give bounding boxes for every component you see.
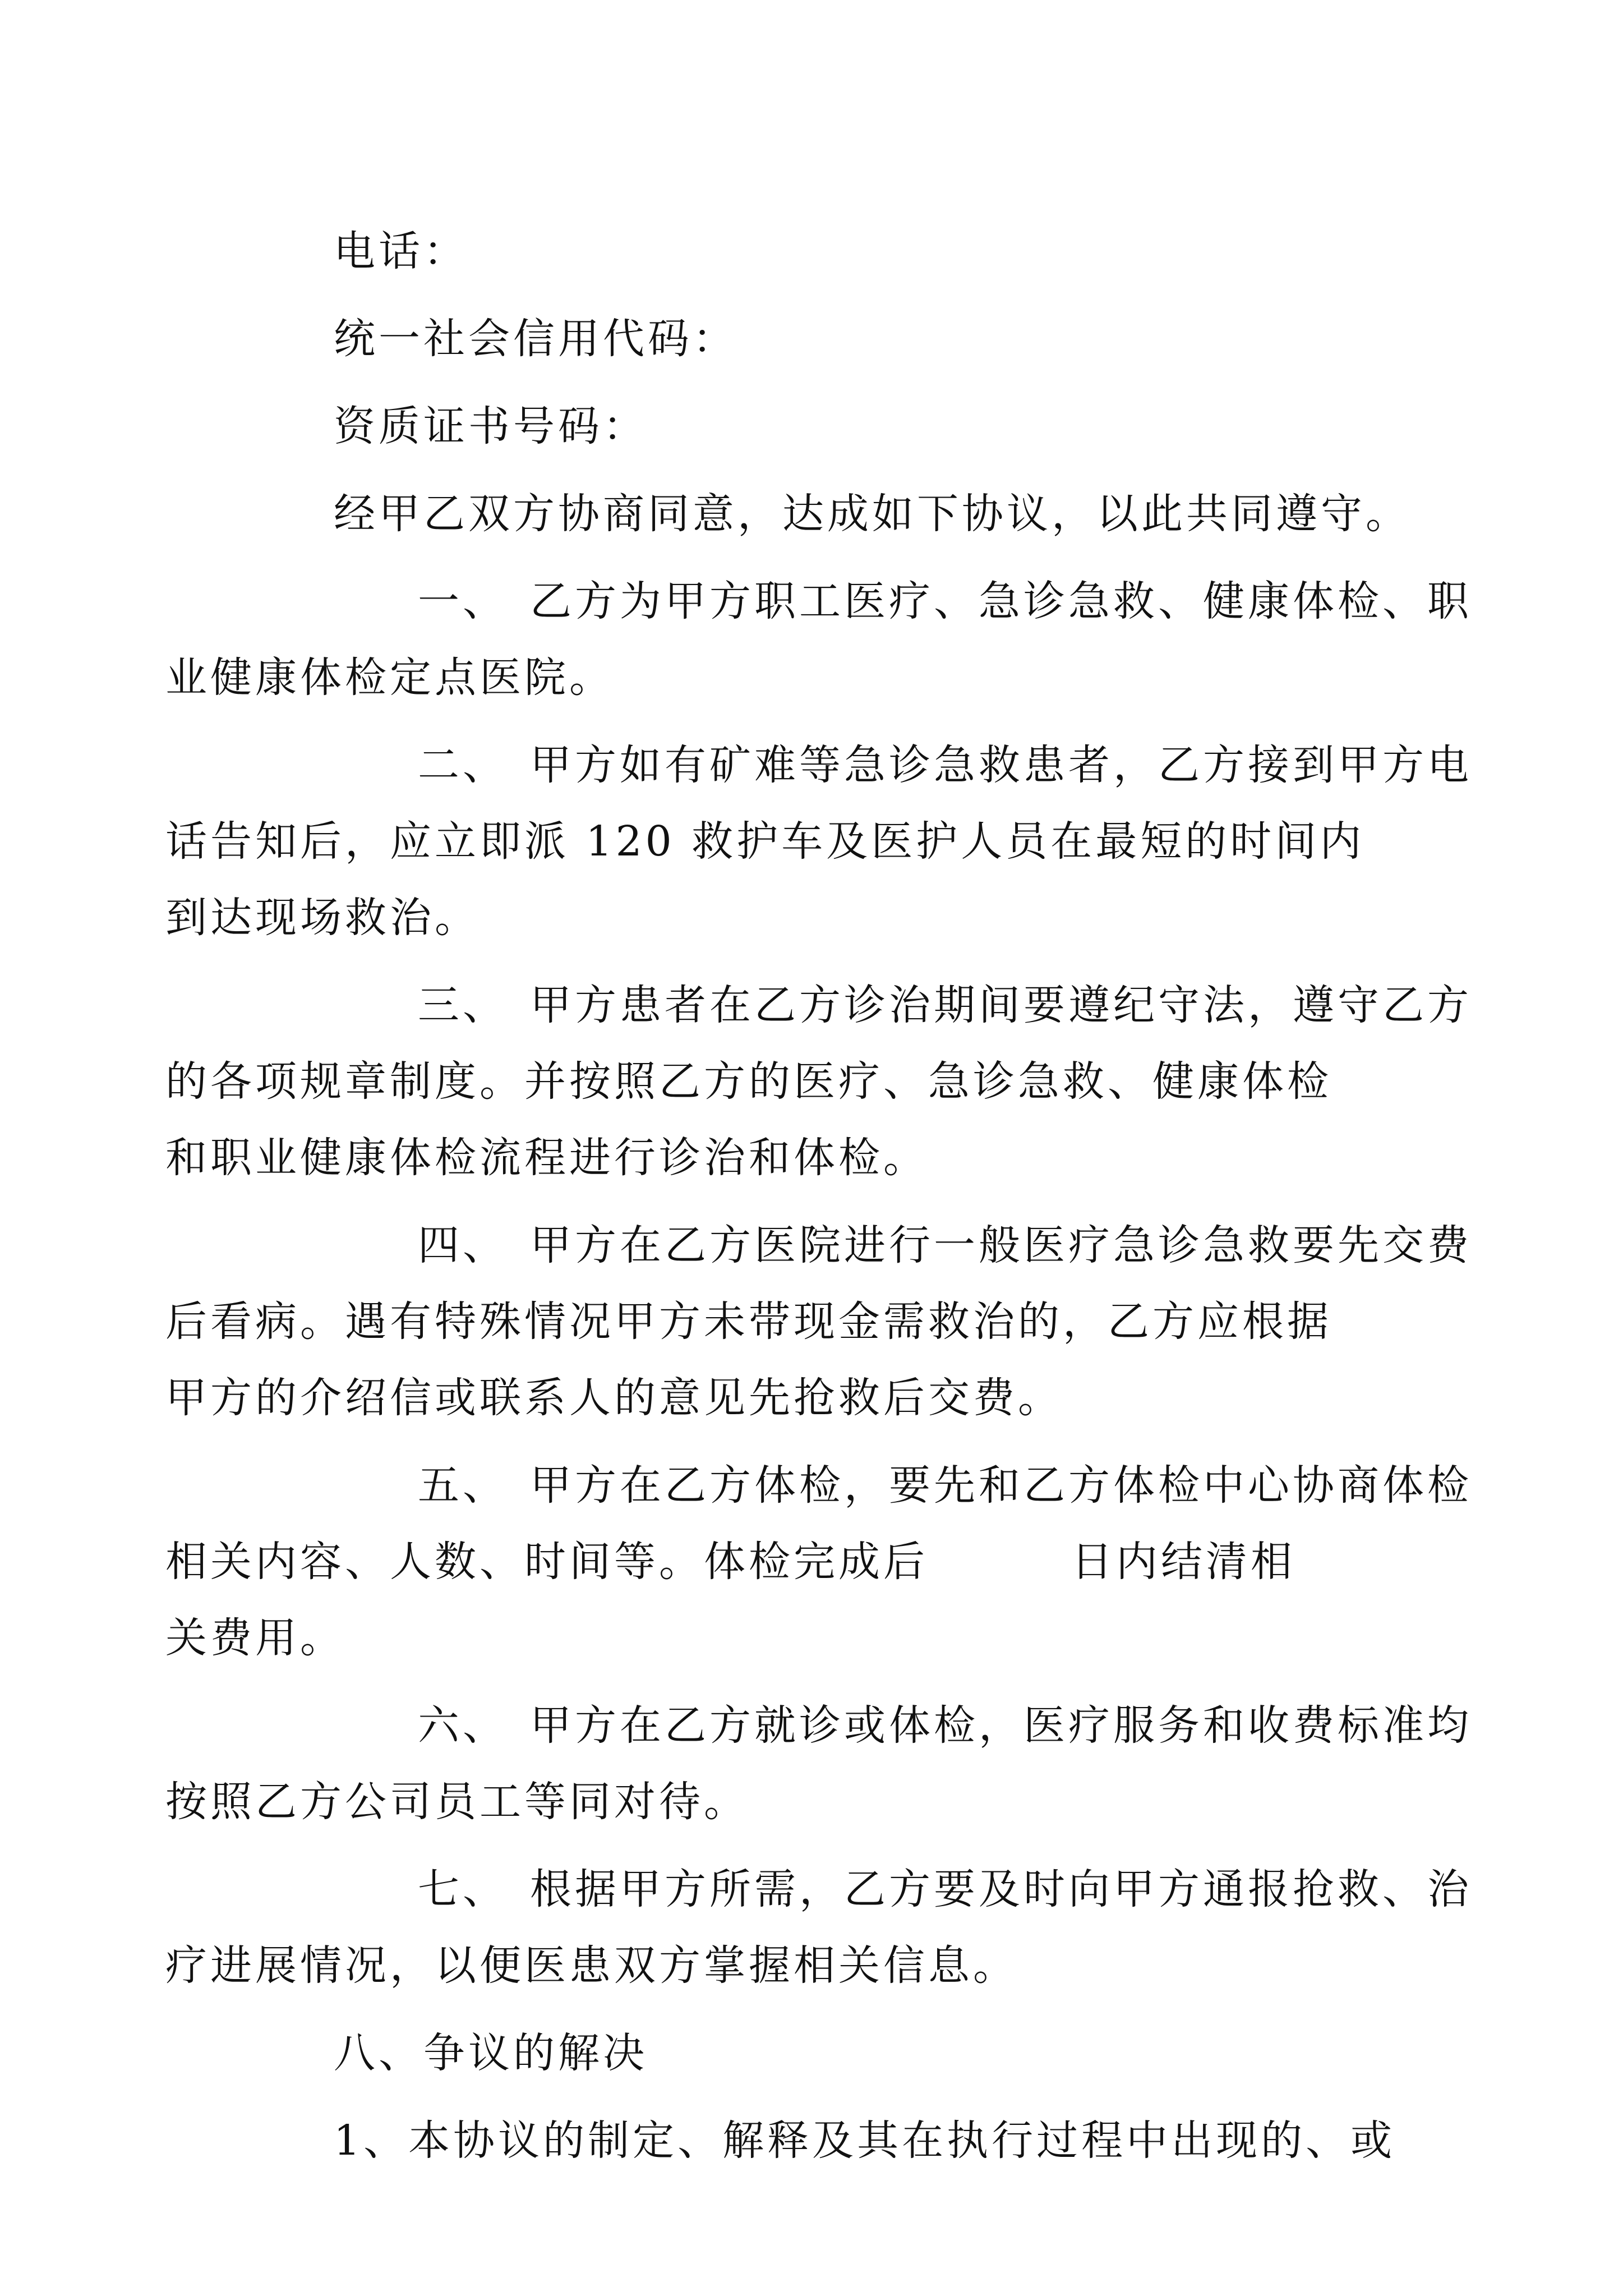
- clause-number: 一、: [418, 577, 508, 625]
- clause-text: 的各项规章制度。并按照乙方的医疗、急诊急救、健康体检: [165, 1057, 1332, 1106]
- clause-text: 甲方的介绍信或联系人的意见先抢救后交费。: [165, 1374, 1063, 1422]
- clause-text: 根据甲方所需，乙方要及时向甲方通报抢救、治: [530, 1865, 1472, 1913]
- clause-text: 业健康体检定点医院。: [165, 654, 614, 702]
- clause-number: 五、: [418, 1461, 508, 1510]
- clause-text: 后看病。遇有特殊情况甲方未带现金需救治的，乙方应根据: [165, 1297, 1332, 1346]
- clause-text: 甲方在乙方体检，要先和乙方体检中心协商体检: [530, 1461, 1472, 1510]
- clause-text: 甲方在乙方医院进行一般医疗急诊急救要先交费: [530, 1221, 1472, 1269]
- certificate-field-label: 资质证书号码：: [334, 402, 648, 450]
- intro-paragraph: 经甲乙双方协商同意，达成如下协议，以此共同遵守。: [334, 490, 1410, 538]
- clause-number: 七、: [418, 1865, 508, 1913]
- section-8-item-1: 1、本协议的制定、解释及其在执行过程中出现的、或: [334, 2116, 1396, 2165]
- clause-number: 二、: [418, 741, 508, 789]
- clause-1: [165, 563, 1472, 716]
- clause-2: [165, 727, 1472, 956]
- clause-text: 到达现场救治。: [165, 894, 479, 942]
- clause-3: [165, 967, 1472, 1196]
- clause-text: 甲方在乙方就诊或体检，医疗服务和收费标准均: [530, 1701, 1472, 1750]
- clause-text: 疗进展情况，以便医患双方掌握相关信息。: [165, 1941, 1018, 1990]
- clause-text: 关费用。: [165, 1614, 345, 1662]
- phone-field-label: 电话：: [334, 227, 468, 275]
- clause-number: 三、: [418, 981, 508, 1029]
- clause-number: 四、: [418, 1221, 508, 1269]
- clause-6: [165, 1687, 1472, 1840]
- document-body: [165, 213, 1472, 2179]
- credit-code-field-label: 统一社会信用代码：: [334, 315, 737, 363]
- clause-text: 按照乙方公司员工等同对待。: [165, 1778, 749, 1826]
- clause-number: 六、: [418, 1701, 508, 1750]
- clause-text: 甲方如有矿难等急诊急救患者，乙方接到甲方电: [530, 741, 1472, 789]
- clause-text: 和职业健康体检流程进行诊治和体检。: [165, 1134, 928, 1182]
- clause-5: [165, 1447, 1472, 1676]
- clause-4: [165, 1207, 1472, 1436]
- clause-text: 日内结清相: [1071, 1538, 1295, 1586]
- clause-text: 甲方患者在乙方诊治期间要遵纪守法，遵守乙方: [530, 981, 1472, 1029]
- clause-text: 话告知后，应立即派 120 救护车及医护人员在最短的时间内: [165, 817, 1365, 866]
- clause-text: 相关内容、人数、时间等。体检完成后: [165, 1538, 928, 1586]
- section-8-heading: 八、争议的解决: [334, 2029, 648, 2077]
- clause-7: [165, 1851, 1472, 2004]
- clause-text: 乙方为甲方职工医疗、急诊急救、健康体检、职: [530, 577, 1472, 625]
